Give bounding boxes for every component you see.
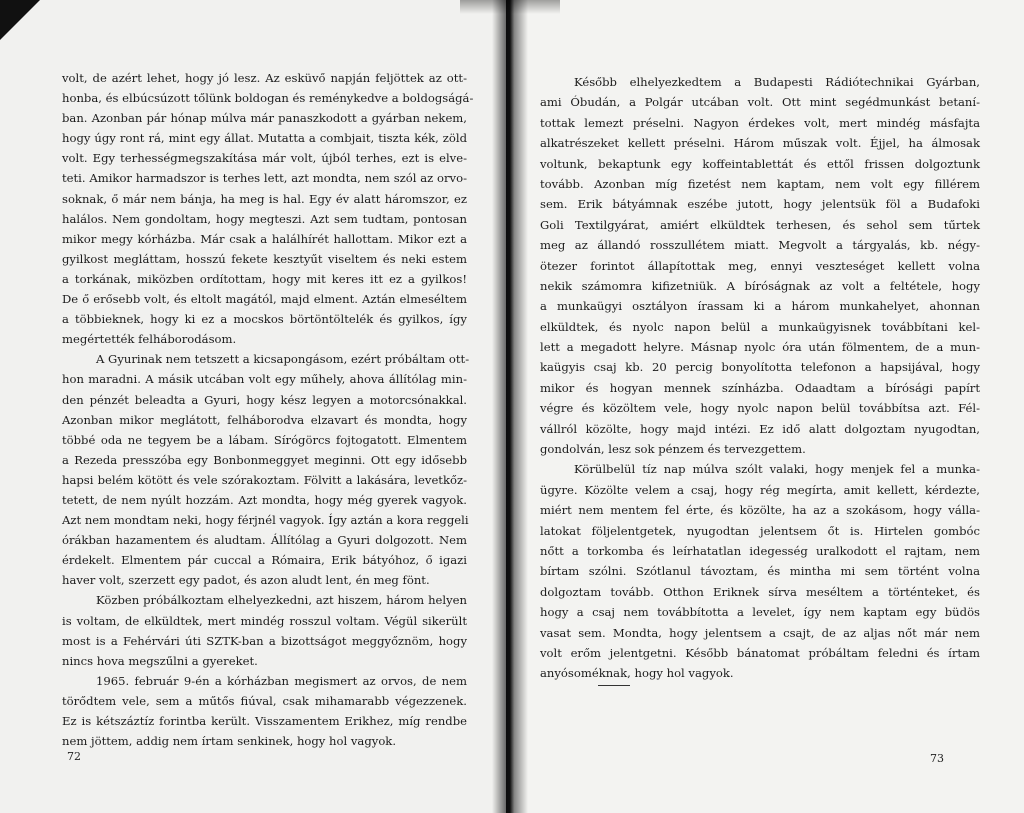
text-line: ötezer forintot állapítottak meg, ennyi veszteséget kellett volna: [540, 258, 980, 273]
text-line: gyilkost megláttam, hosszú fekete kesztyűt viseltem és neki estem: [62, 251, 467, 266]
text-line: honba, és elbúcsúzott tőlünk boldogan és reménykedve a boldogságá-: [62, 91, 474, 106]
text-line: volt, de azért lehet, hogy jó lesz. Az esküvő napján feljöttek az ott-: [62, 71, 467, 85]
text-line: voltunk, bekaptunk egy koffeintablettát és ettől frissen dolgoztunk: [540, 156, 980, 171]
text-line: hon maradni. A másik utcában volt egy műhely, ahova állítólag min-: [62, 372, 467, 387]
text-line: nem jöttem, addig nem írtam senkinek, hogy hol vagyok.: [62, 734, 397, 749]
text-line: hogy úgy ront rá, mint egy állat. Mutatta a combjait, tiszta kék, zöld: [62, 131, 467, 146]
text-line: nőtt a torkomba és leírhatatlan idegesség uralkodott el rajtam, nem: [540, 543, 980, 558]
text-line: soknak, ő már nem bánja, ha meg is hal. Egy év alatt háromszor, ez: [62, 191, 467, 206]
text-line: sem. Erik bátyámnak eszébe jutott, hogy jelentsük föl a Budafoki: [540, 197, 980, 212]
text-line: miért nem mentem fel érte, és közölte, ha az a szokásom, hogy válla-: [540, 503, 980, 518]
text-line: kaügyis csaj kb. 20 percig bonyolította telefonon a hapsijával, hogy: [540, 360, 980, 375]
text-line: Azt nem mondtam neki, hogy férjnél vagyok. Így aztán a kora reggeli: [62, 513, 469, 528]
text-line: mikor megy kórházba. Már csak a halálhírét hallottam. Mikor ezt a: [62, 231, 467, 246]
text-line: gondolván, lesz sok pénzem és tervezgettem.: [540, 442, 806, 457]
text-line: meg az állandó rosszullétem miatt. Megvolt a tárgyalás, kb. négy-: [540, 238, 980, 253]
text-line: megértették felháborodásom.: [62, 332, 237, 347]
text-line: a munkaügyi osztályon írassam ki a három munkahelyet, ahonnan: [540, 299, 980, 314]
section-end-rule: [598, 685, 630, 686]
left-page: [0, 0, 506, 813]
text-line: órákban hazamentem és aludtam. Állítólag a Gyuri dolgozott. Nem: [62, 533, 467, 548]
text-line: alkatrészeket kellett préselni. Három műszak volt. Éjjel, ha álmosak: [540, 136, 980, 151]
right-page: [510, 0, 1024, 813]
text-line: volt erőm jelentgetni. Később bánatomat próbáltam feledni és írtam: [540, 645, 980, 660]
text-line: dolgoztam tovább. Otthon Eriknek sírva meséltem a történteket, és: [540, 584, 980, 599]
page-corner-shadow: [0, 0, 40, 40]
text-line: vasat sem. Mondta, hogy jelentsem a csajt, de az aljas nőt már nem: [540, 625, 980, 640]
text-line: érdekelt. Elmentem pár cuccal a Rómaira, Erik bátyóhoz, ő igazi: [62, 553, 467, 568]
text-line: teti. Amikor harmadszor is terhes lett, azt mondta, nem szól az orvo-: [62, 171, 467, 186]
text-line: volt. Egy terhességmegszakítása már volt, újból terhes, ezt is elve-: [62, 151, 467, 166]
text-line: Körülbelül tíz nap múlva szólt valaki, hogy menjek fel a munka-: [574, 462, 980, 477]
page-number: 73: [930, 752, 944, 765]
text-line: haver volt, szerzett egy padot, és azon aludt lent, én meg fönt.: [62, 573, 430, 588]
text-line: Közben próbálkoztam elhelyezkedni, azt hiszem, három helyen: [96, 593, 467, 608]
text-line: lett a megadott helyre. Másnap nyolc óra után fölmentem, de a mun-: [540, 340, 980, 355]
text-line: Ez is kétszáztíz forintba került. Visszamentem Erikhez, míg rendbe: [62, 714, 467, 728]
text-line: A Gyurinak nem tetszett a kicsapongásom, ezért próbáltam ott-: [96, 352, 470, 367]
text-line: többé oda ne tegyem be a lábam. Sírógörcs fojtogatott. Elmentem: [62, 432, 467, 447]
text-line: anyósoméknak, hogy hol vagyok.: [540, 666, 734, 681]
text-line: mikor és hogyan mennek színházba. Odaadtam a bírósági papírt: [540, 380, 980, 395]
right-page-text: [540, 72, 980, 684]
text-line: den pénzét beleadta a Gyuri, hogy kész legyen a motorcsónakkal.: [62, 392, 467, 407]
text-line: hogy a csaj nem továbbította a levelet, így nem kaptam egy büdös: [540, 605, 980, 620]
text-line: bírtam szólni. Szótlanul távoztam, és mintha mi sem történt volna: [540, 564, 980, 579]
text-line: elküldtek, és nyolc napon belül a munkaügyisnek továbbítani kel-: [540, 319, 980, 334]
text-line: tottak lemezt préselni. Nagyon érdekes volt, mert mindég másfajta: [540, 115, 980, 130]
book-spine-gutter: [492, 0, 528, 813]
text-line: a többieknek, hogy ki ez a mocskos börtöntöltelék és gyilkos, így: [62, 312, 467, 327]
spine-top-shadow: [460, 0, 560, 14]
text-line: törődtem vele, sem a műtős fiúval, csak mihamarabb végezzenek.: [62, 693, 467, 708]
text-line: ban. Azonban pár hónap múlva már panaszkodott a gyárban nekem,: [62, 111, 467, 126]
text-line: ügyre. Közölte velem a csaj, hogy rég megírta, amit kellett, kérdezte,: [540, 482, 980, 497]
text-line: tetett, de nem nyúlt hozzám. Azt mondta, hogy még gyerek vagyok.: [62, 492, 467, 507]
text-line: De ő erősebb volt, és eltolt magától, majd elment. Aztán elmeséltem: [62, 292, 467, 307]
text-line: nincs hova megszűlni a gyereket.: [62, 653, 258, 668]
page-number: 72: [67, 750, 81, 763]
text-line: latokat följelentgetek, nyugodtan jelentsem őt is. Hirtelen gombóc: [540, 523, 980, 538]
text-line: nekik számomra kifizetniük. A bíróságnak az volt a feltétele, hogy: [540, 278, 980, 293]
text-line: végre és közöltem vele, hogy nyolc napon belül továbbítsa azt. Fél-: [540, 401, 980, 416]
text-line: halálos. Nem gondoltam, hogy megteszi. Azt sem tudtam, pontosan: [62, 211, 467, 226]
text-line: a torkának, miközben ordítottam, hogy mit keres itt ez a gyilkos!: [62, 271, 467, 286]
text-line: vállról közölte, hogy majd intézi. Ez idő alatt dolgoztam nyugodtan,: [540, 421, 980, 436]
text-line: ami Óbudán, a Polgár utcában volt. Ott mint segédmunkást betaní-: [540, 95, 980, 110]
text-line: tovább. Azonban míg fizetést nem kaptam, nem volt egy fillérem: [540, 176, 980, 191]
text-line: most is a Fehérvári úti SZTK-ban a bizottságot meggyőznöm, hogy: [62, 633, 467, 648]
text-line: Goli Textilgyárat, amiért elküldtek terhesen, és sehol sem tűrtek: [540, 217, 980, 232]
left-page-text: [62, 68, 474, 751]
text-line: hapsi belém kötött és vele szórakoztam. Fölvitt a lakására, levetkőz-: [62, 472, 467, 487]
text-line: Azonban mikor meglátott, felháborodva elzavart és mondta, hogy: [62, 412, 467, 427]
text-line: Később elhelyezkedtem a Budapesti Rádiótechnikai Gyárban,: [574, 75, 980, 89]
text-line: is voltam, de elküldtek, mert mindég rosszul voltam. Végül sikerült: [62, 613, 467, 628]
text-line: a Rezeda presszóba egy Bonbonmeggyet meginni. Ott egy idősebb: [62, 452, 467, 467]
text-line: 1965. február 9-én a kórházban megismert az orvos, de nem: [96, 673, 467, 688]
